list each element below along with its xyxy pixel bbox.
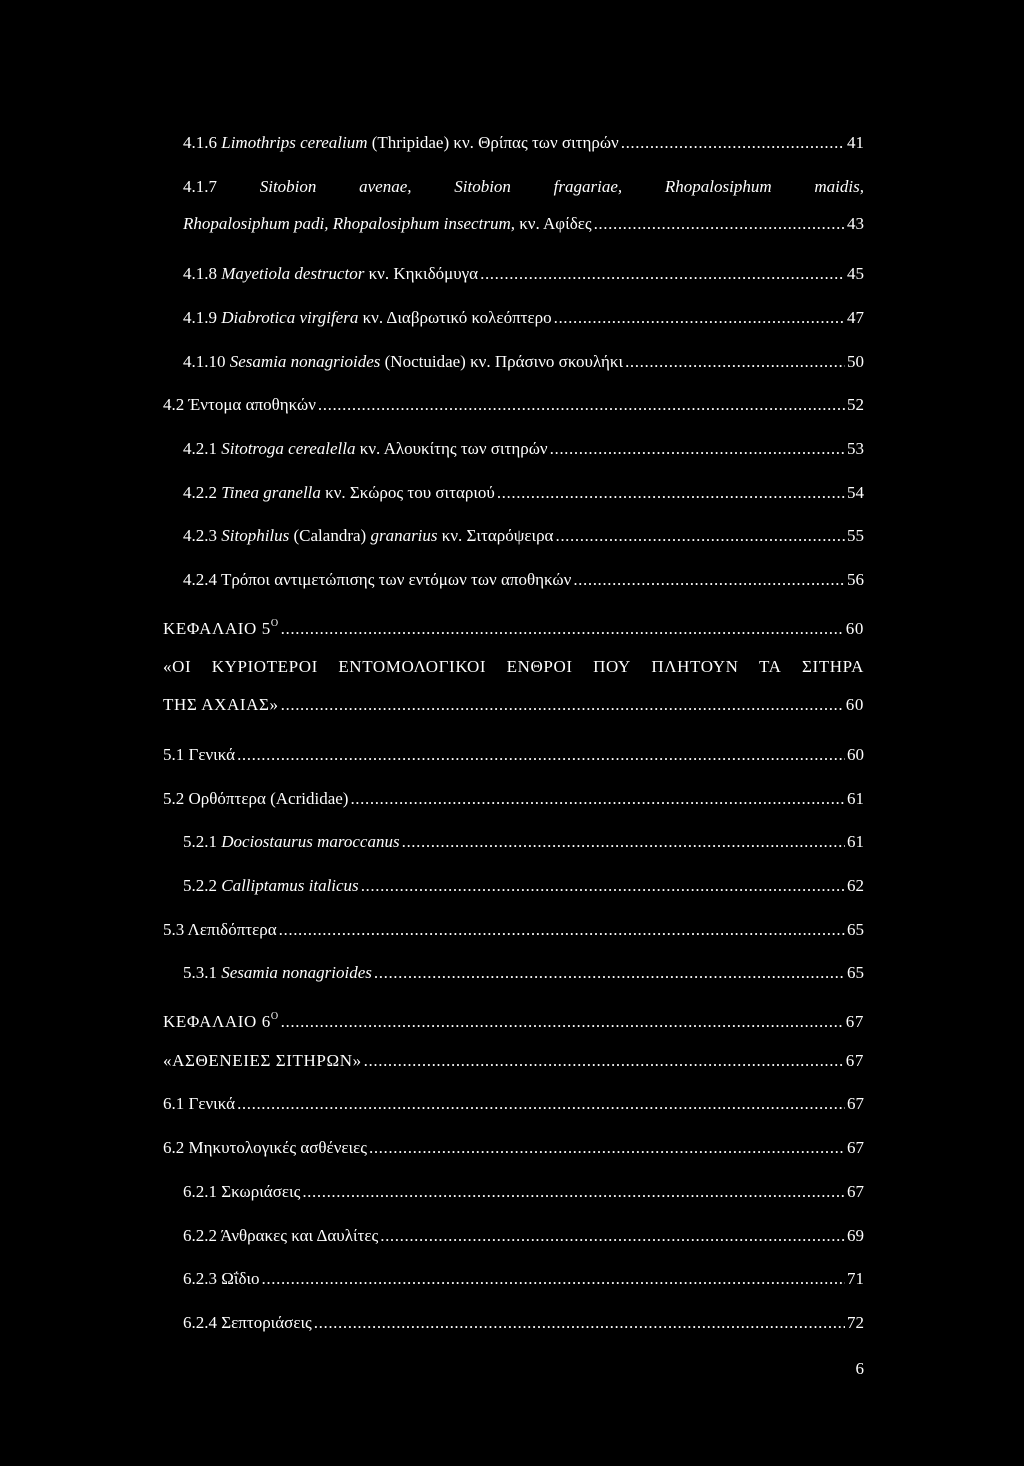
toc-entry-title xyxy=(183,1179,300,1205)
toc-entry-page: 72 xyxy=(847,1312,864,1332)
toc-entry-page: 67 xyxy=(847,1094,864,1114)
toc-entry-text: κν. Διαβρωτικό κολεόπτερο xyxy=(358,307,552,327)
toc-entry-line xyxy=(183,174,864,200)
toc-entry-page: 61 xyxy=(847,832,864,852)
toc-entry-word: Rhopalosiphum xyxy=(664,176,772,196)
chapter-superscript: Ο xyxy=(270,1011,279,1022)
toc-entry-page: 67 xyxy=(847,1138,864,1158)
toc-entry-title xyxy=(183,480,495,506)
toc-entry-species: Calliptamus italicus xyxy=(221,875,359,895)
toc-entry-page: 55 xyxy=(847,526,864,546)
toc-entry-title xyxy=(163,917,277,943)
toc-entry-species: Rhopalosiphum padi, Rhopalosiphum insectrum, xyxy=(183,214,515,234)
toc-entry[interactable] xyxy=(183,960,864,986)
toc-entry-number: 5.2.2 xyxy=(183,875,217,895)
toc-entry[interactable] xyxy=(163,692,864,718)
toc-entry-title xyxy=(183,349,623,375)
toc-entry-text: Ορθόπτερα (Acrididae) xyxy=(184,788,349,808)
toc-entry-species: Sesamia nonagrioides xyxy=(229,351,381,371)
toc-entry[interactable] xyxy=(183,480,864,506)
toc-entry-page: 60 xyxy=(845,695,864,715)
toc-entry-number: 6.1 xyxy=(163,1094,185,1114)
toc-entry[interactable] xyxy=(163,1091,864,1117)
toc-entry-word: fragariae, xyxy=(553,176,623,196)
toc-entry-text: κν. Σιταρόψειρα xyxy=(437,526,554,546)
toc-entry[interactable] xyxy=(183,305,864,331)
chapter-heading: ΚΕΦΑΛΑΙΟ 5 xyxy=(163,618,271,638)
toc-entry-text: κν. Κηκιδόμυγα xyxy=(364,264,479,284)
toc-entry-title xyxy=(163,1048,362,1074)
dot-leader xyxy=(625,349,845,375)
toc-entry-number: 4.1.7 xyxy=(183,176,217,196)
toc-entry-page: 67 xyxy=(847,1181,864,1201)
page-number: 6 xyxy=(855,1359,864,1378)
toc-entry[interactable] xyxy=(183,873,864,899)
toc-entry[interactable] xyxy=(163,611,864,637)
toc-entry-number: 4.2.1 xyxy=(183,438,217,458)
toc-entry-text: Σκωριάσεις xyxy=(217,1181,301,1201)
dot-leader xyxy=(318,392,845,418)
toc-entry-species: Mayetiola destructor xyxy=(221,264,365,284)
toc-entry-number: 5.3 xyxy=(163,919,185,939)
toc-entry-text: Γενικά xyxy=(184,1094,236,1114)
dot-leader xyxy=(374,960,845,986)
toc-entry-text: κν. Σκώρος του σιταριού xyxy=(320,482,495,502)
dot-leader xyxy=(594,211,845,237)
toc-entry-species: Dociostaurus maroccanus xyxy=(221,832,400,852)
toc-entry-title xyxy=(183,436,548,462)
toc-entry-number: 4.1.6 xyxy=(183,133,217,152)
toc-entry-word: maidis, xyxy=(814,176,864,196)
chapter-heading: ΚΕΦΑΛΑΙΟ 6 xyxy=(163,1012,271,1031)
toc-entry-page: 60 xyxy=(845,618,864,638)
toc-entry-number: 4.2.2 xyxy=(183,482,217,502)
toc-entry-number: 6.2.2 xyxy=(183,1225,217,1245)
chapter-title-word: «ΟΙ xyxy=(163,657,192,677)
toc-entry-title xyxy=(183,567,571,593)
toc-entry-species: Sitophilus xyxy=(221,526,290,546)
dot-leader xyxy=(237,742,845,768)
toc-entry-number: 4.1.10 xyxy=(183,351,226,371)
toc-entry-title xyxy=(183,829,400,855)
toc-entry-title xyxy=(183,1310,312,1336)
toc-entry-title xyxy=(163,786,348,812)
dot-leader xyxy=(550,436,845,462)
toc-entry-page: 65 xyxy=(847,919,864,939)
toc-entry-number: 4.1.9 xyxy=(183,307,217,327)
toc-entry-text: Γενικά xyxy=(184,744,236,764)
toc-entry[interactable] xyxy=(183,1179,864,1205)
toc-entry-number: 4.2 xyxy=(163,395,185,415)
chapter-title-line xyxy=(163,654,864,680)
dot-leader xyxy=(480,261,845,287)
toc-entry-title xyxy=(183,523,553,549)
toc-entry-number: 6.2.1 xyxy=(183,1181,217,1201)
dot-leader xyxy=(573,567,845,593)
dot-leader xyxy=(302,1179,845,1205)
dot-leader xyxy=(314,1310,845,1336)
dot-leader xyxy=(364,1048,844,1074)
dot-leader xyxy=(554,305,845,331)
toc-entry-species: Limothrips cerealium xyxy=(221,133,368,152)
toc-entry-text: Λεπιδόπτερα xyxy=(184,919,277,939)
toc-entry[interactable] xyxy=(183,1223,864,1249)
toc-entry-page: 50 xyxy=(847,351,864,371)
toc-entry-species: Tinea granella xyxy=(221,482,321,502)
toc-entry-page: 41 xyxy=(847,133,864,152)
toc-entry-number: 5.1 xyxy=(163,744,185,764)
dot-leader xyxy=(281,692,844,718)
toc-entry-text: κν. Αφίδες xyxy=(514,214,592,234)
chapter-title-word: ΠΛΗΤΟΥΝ xyxy=(651,657,739,677)
toc-entry-number: 4.1.8 xyxy=(183,264,217,284)
toc-entry[interactable] xyxy=(183,523,864,549)
toc-entry-number: 6.2.4 xyxy=(183,1312,217,1332)
dot-leader xyxy=(380,1223,845,1249)
toc-entry-number: 6.2.3 xyxy=(183,1269,217,1289)
toc-entry-species: Sitotroga cerealella xyxy=(221,438,356,458)
toc-entry-text: Έντομα αποθηκών xyxy=(184,395,316,415)
toc-entry[interactable] xyxy=(163,1048,864,1074)
toc-entry[interactable] xyxy=(163,1135,864,1161)
toc-entry-title xyxy=(163,611,279,642)
toc-entry-text: Ωΐδιο xyxy=(217,1269,260,1289)
toc-entry-number: 5.3.1 xyxy=(183,963,217,983)
toc-entry[interactable] xyxy=(183,130,864,156)
toc-entry-species: Diabrotica virgifera xyxy=(221,307,359,327)
toc-entry[interactable] xyxy=(183,436,864,462)
toc-entry-title xyxy=(183,211,592,237)
dot-leader xyxy=(621,130,845,156)
toc-entry[interactable] xyxy=(183,829,864,855)
toc-entry-page: 52 xyxy=(847,395,864,415)
toc-entry[interactable] xyxy=(183,1310,864,1336)
chapter-title-word: ΕΝΘΡΟΙ xyxy=(506,657,573,677)
toc-entry-number: 5.2.1 xyxy=(183,832,217,852)
toc-entry-page: 54 xyxy=(847,482,864,502)
toc-entry-title xyxy=(183,1266,260,1292)
dot-leader xyxy=(369,1135,845,1161)
chapter-title-word: ΕΝΤΟΜΟΛΟΓΙΚΟΙ xyxy=(338,657,487,677)
toc-entry[interactable] xyxy=(163,917,864,943)
chapter-title-word: ΤΑ xyxy=(759,657,782,677)
toc-entry[interactable] xyxy=(183,261,864,287)
toc-entry-page: 67 xyxy=(845,1050,864,1070)
toc-entry-title xyxy=(163,1004,279,1035)
toc-entry[interactable] xyxy=(183,349,864,375)
toc-entry-text: Τρόποι αντιμετώπισης των εντόμων των αποθηκών xyxy=(217,570,572,589)
toc-entry-species: granarius xyxy=(370,526,438,546)
toc-entry[interactable] xyxy=(163,786,864,812)
chapter-title: ΤΗΣ ΑΧΑΙΑΣ» xyxy=(163,695,279,715)
toc-entry-title xyxy=(183,873,359,899)
toc-entry-number: 4.2.4 xyxy=(183,570,217,589)
dot-leader xyxy=(350,786,845,812)
toc-entry-page: 56 xyxy=(847,570,864,589)
toc-entry-page: 53 xyxy=(847,438,864,458)
toc-entry[interactable] xyxy=(183,211,864,237)
toc-entry-title xyxy=(183,261,478,287)
dot-leader xyxy=(402,829,845,855)
toc-entry-page: 43 xyxy=(847,214,864,234)
toc-entry-species: Sesamia nonagrioides xyxy=(221,963,372,983)
toc-entry-text: Άνθρακες και Δαυλίτες xyxy=(217,1225,379,1245)
toc-entry-title xyxy=(163,742,235,768)
toc-entry-word: avenae, xyxy=(359,176,412,196)
dot-leader xyxy=(237,1091,845,1117)
toc-entry-page: 47 xyxy=(847,307,864,327)
toc-entry-number: 6.2 xyxy=(163,1138,185,1158)
chapter-title-word: ΚΥΡΙΟΤΕΡΟΙ xyxy=(211,657,318,677)
chapter-superscript: Ο xyxy=(270,617,279,629)
toc-entry-text: (Calandra) xyxy=(289,526,371,546)
toc-entry-page: 69 xyxy=(847,1225,864,1245)
toc-entry-word: Sitobion xyxy=(454,176,511,196)
dot-leader xyxy=(281,1009,844,1035)
toc-entry-title xyxy=(163,1091,235,1117)
toc-entry[interactable] xyxy=(183,1266,864,1292)
toc-entry-page: 62 xyxy=(847,875,864,895)
toc-entry[interactable] xyxy=(183,567,864,593)
toc-entry-title xyxy=(183,130,619,156)
toc-entry-text: Μηκυτολογικές ασθένειες xyxy=(184,1138,367,1158)
toc-entry-text: Σεπτοριάσεις xyxy=(217,1312,312,1332)
toc-entry-page: 71 xyxy=(847,1269,864,1289)
toc-entry-number: 4.2.3 xyxy=(183,526,217,546)
toc-entry-text: (Thripidae) κν. Θρίπας των σιτηρών xyxy=(367,133,619,152)
toc-entry-text: κν. Αλουκίτης των σιτηρών xyxy=(355,438,548,458)
toc-entry-page: 45 xyxy=(847,264,864,284)
chapter-title-word: ΠΟΥ xyxy=(593,657,631,677)
dot-leader xyxy=(279,917,845,943)
toc-entry-title xyxy=(163,1135,367,1161)
toc-entry-page: 61 xyxy=(847,788,864,808)
toc-entry-text: (Noctuidae) κν. Πράσινο σκουλήκι xyxy=(380,351,624,371)
toc-entry-page: 67 xyxy=(845,1012,864,1031)
chapter-title: «ΑΣΘΕΝΕΙΕΣ ΣΙΤΗΡΩΝ» xyxy=(163,1050,362,1070)
chapter-title-word: ΣΙΤΗΡΑ xyxy=(801,657,864,677)
toc-entry-page: 65 xyxy=(847,963,864,983)
toc-entry[interactable] xyxy=(163,1004,864,1030)
dot-leader xyxy=(281,616,844,642)
toc-entry-word: Sitobion xyxy=(259,176,317,196)
dot-leader xyxy=(497,480,845,506)
toc-entry[interactable] xyxy=(163,392,864,418)
dot-leader xyxy=(555,523,845,549)
dot-leader xyxy=(361,873,845,899)
toc-entry-title xyxy=(183,1223,378,1249)
toc-entry[interactable] xyxy=(163,742,864,768)
toc-entry-title xyxy=(163,392,316,418)
toc-entry-number: 5.2 xyxy=(163,788,185,808)
dot-leader xyxy=(262,1266,845,1292)
toc-entry-page: 60 xyxy=(847,744,864,764)
toc-entry-title xyxy=(183,960,372,986)
toc-entry-title xyxy=(183,305,552,331)
